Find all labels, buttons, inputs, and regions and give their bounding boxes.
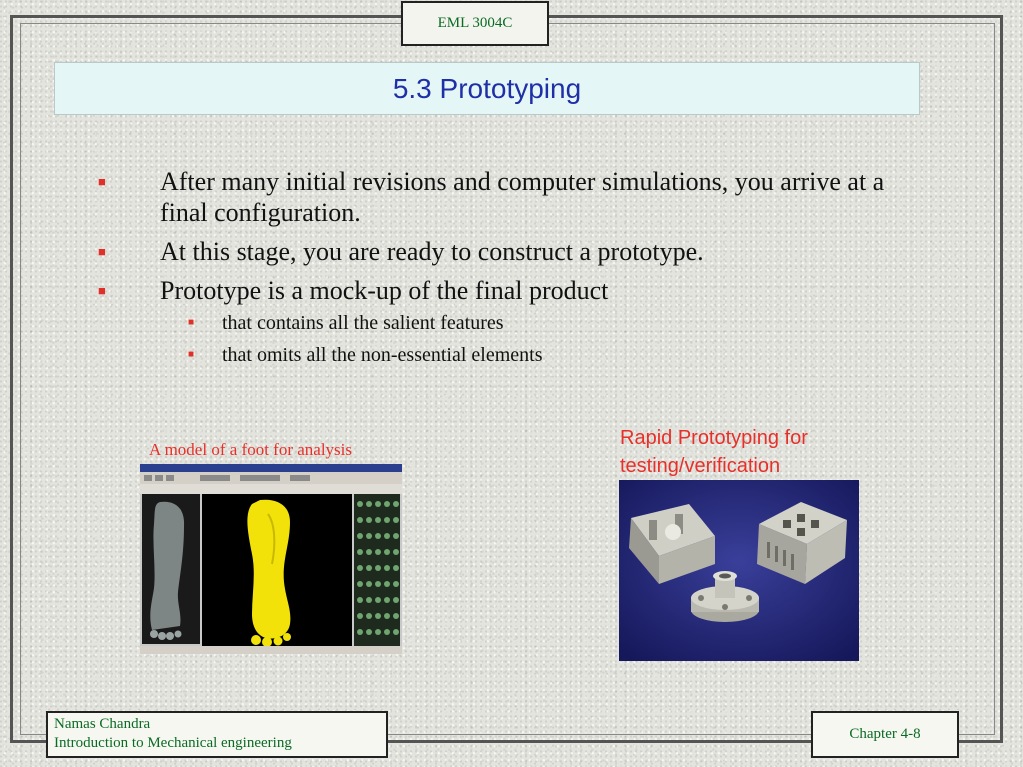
bullet-item [98, 166, 918, 228]
sub-bullet-item [188, 342, 918, 368]
foot-model-image [140, 464, 402, 654]
bullet-item [98, 236, 918, 267]
author-name: Namas Chandra [54, 716, 151, 732]
foot-model-caption: A model of a foot for analysis [149, 440, 353, 459]
bullet-list [98, 166, 918, 374]
slide-title: 5.3 Prototyping [392, 72, 582, 104]
title-bar [54, 62, 920, 115]
bullet-marker-icon: ■ [98, 244, 106, 259]
sub-bullet-item [188, 310, 918, 336]
bullet-item [98, 275, 918, 306]
rapid-prototyping-caption: Rapid Prototyping for testing/verification [620, 427, 808, 477]
course-name: Introduction to Mechanical engineering [54, 735, 292, 751]
bullet-text: At this stage, you are ready to construct a prototype. [160, 237, 704, 266]
page-number: Chapter 4-8 [849, 726, 921, 742]
bullet-marker-icon: ■ [188, 349, 195, 360]
bullet-marker-icon: ■ [98, 283, 106, 298]
bullet-marker-icon: ■ [98, 174, 106, 189]
course-code: EML 3004C [437, 15, 513, 31]
rapid-prototype-parts-image [619, 480, 859, 661]
bullet-text: After many initial revisions and computer simulations, you arrive at a final configuration. [160, 167, 885, 227]
course-code-tab [401, 1, 549, 46]
bullet-text: Prototype is a mock-up of the final product [160, 276, 609, 305]
sub-bullet-text: that omits all the non-essential elements [222, 344, 543, 366]
sub-bullet-text: that contains all the salient features [222, 312, 504, 334]
footer-page-box [811, 711, 959, 758]
footer-author-box [46, 711, 388, 758]
bullet-marker-icon: ■ [188, 317, 195, 328]
